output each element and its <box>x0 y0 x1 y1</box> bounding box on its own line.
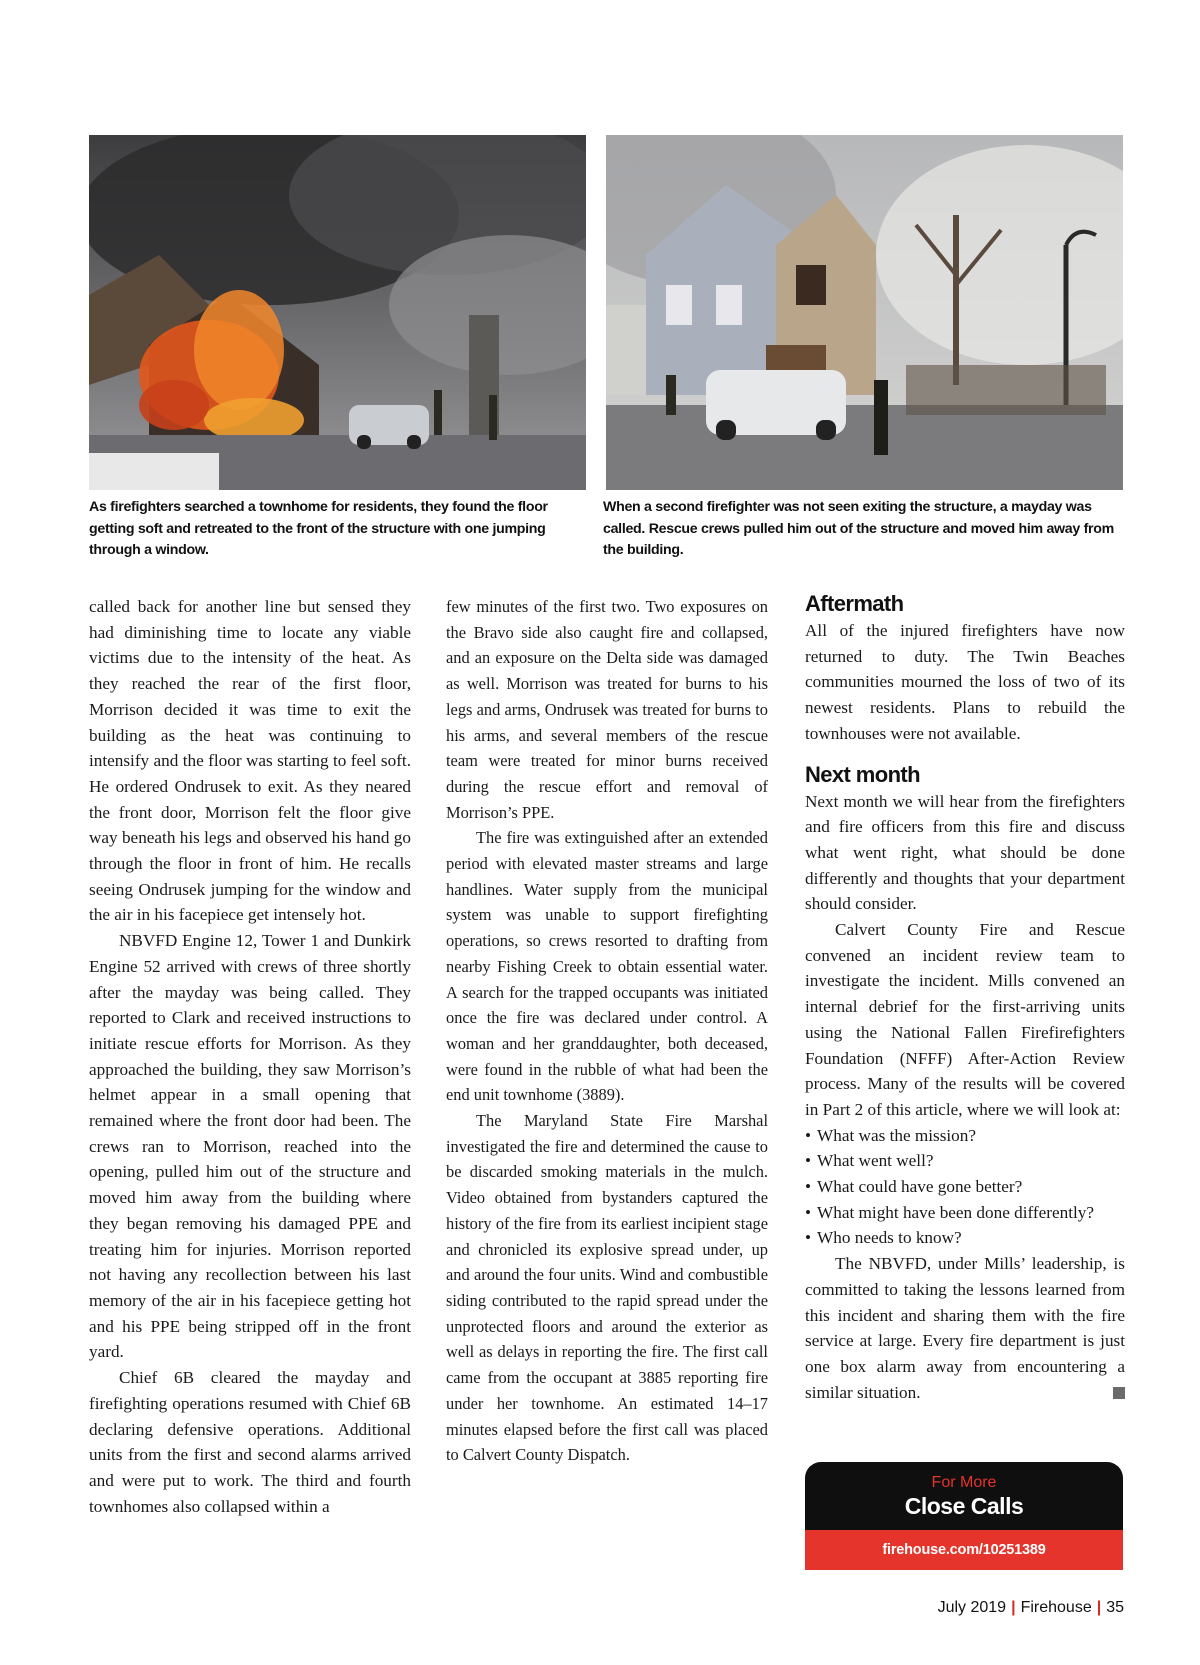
issue-date: July 2019 <box>937 1599 1007 1616</box>
publication-name: Firehouse <box>1020 1599 1092 1616</box>
separator-icon: | <box>1011 1599 1016 1616</box>
firefighters-townhome-photo <box>606 135 1123 490</box>
promo-header <box>805 1462 1123 1530</box>
list-item: • What went well? <box>805 1148 1125 1174</box>
end-mark-icon <box>1113 1387 1125 1399</box>
house-fire-photo <box>89 135 586 490</box>
close-calls-promo[interactable] <box>805 1462 1123 1570</box>
closing-paragraph <box>805 1251 1125 1405</box>
paragraph: few minutes of the first two. Two exposures on the Bravo side also caught fire and collapsed, and an exposure on the Delta side was damaged as well. Morrison was treated for burns to his legs and arms, Ondrusek was treated for burns to his arms, and several members of the rescue team were treated for minor burns received during the rescue effort and removal of Morrison’s PPE. <box>446 597 768 822</box>
article-column-2 <box>446 594 768 1468</box>
promo-title: Close Calls <box>904 1493 1024 1519</box>
photo-caption-left: As firefighters searched a townhome for residents, they found the floor getting soft and retreated to the front of the structure with one jumping through a window. <box>89 499 548 558</box>
list-item: • What could have gone better? <box>805 1174 1125 1200</box>
separator-icon: | <box>1096 1599 1102 1616</box>
townhome-rescue-image <box>606 135 1123 490</box>
page-folio <box>938 1596 1124 1620</box>
review-questions-list <box>805 1123 1125 1252</box>
paragraph: called back for another line but sensed they had diminishing time to locate any viable victims due to the intensity of the heat. As they reached the rear of the first floor, Morrison decided it was time to exit the building as the heat was continuing to intensify and the floor was starting to feel soft. He ordered Ondrusek to exit. As they neared the front door, Morrison felt the floor give way beneath his legs and observed his hand go through the floor in front of him. He recalls seeing Ondrusek jumping for the window and the air in his facepiece get intensely hot. <box>89 597 411 925</box>
list-item: • What might have been done differently? <box>805 1200 1125 1226</box>
paragraph: NBVFD Engine 12, Tower 1 and Dunkirk Engine 52 arrived with crews of three shortly after the mayday was being called. They reported to Clark and received instructions to initiate rescue efforts for Morrison. As they approached the building, they saw Morrison’s helmet appear in a small opening that remained where the front door had been. The crews ran to Morrison, reached into the opening, pulled him out of the structure and moved him away from the building where they began removing his damaged PPE and treating him for injuries. Morrison reported not having any recollection between his last memory of the air in his facepiece getting hot and his PPE being stripped off in the front yard. <box>89 931 411 1362</box>
section-heading-next-month: Next month <box>805 761 921 787</box>
photo-caption-right: When a second firefighter was not seen exiting the structure, a mayday was called. Rescue crews pulled him out of the structure and moved him away from the building. <box>603 499 1114 558</box>
promo-link[interactable]: firehouse.com/10251389 <box>805 1530 1123 1570</box>
paragraph: Chief 6B cleared the mayday and firefighting operations resumed with Chief 6B declaring defensive operations. Additional units from the first and second alarms arrived and were put to work. The third and fourth townhomes also collapsed within a <box>89 1368 411 1516</box>
paragraph: The fire was extinguished after an extended period with elevated master streams and large handlines. Water supply from the municipal system was unable to support firefighting operations, so crews resorted to drafting from nearby Fishing Creek to obtain essential water. A search for the trapped occupants was initiated once the fire was declared under control. A woman and her granddaughter, both deceased, were found in the rubble of what had been the end unit townhome (3889). <box>446 828 768 1105</box>
promo-kicker: For More <box>931 1474 997 1491</box>
paragraph: Calvert County Fire and Rescue convened an incident review team to investigate the incident. Mills convened an internal debrief for the first-arriving units using the National Fallen Firefirefighters Foundation (NFFF) After-Action Review process. Many of the results will be covered in Part 2 of this article, where we will look at: <box>805 920 1125 1119</box>
paragraph: Next month we will hear from the firefighters and fire officers from this fire and discuss what went right, what should be done differently and thoughts that your department should consider. <box>805 791 1125 914</box>
paragraph: The Maryland State Fire Marshal investigated the fire and determined the cause to be discarded smoking materials in the mulch. Video obtained from bystanders captured the history of the fire from its earliest incipient stage and chronicled its explosive spread under, up and around the four units. Wind and combustible siding contributed to the rapid spread under the unprotected floors and around the exterior as well as delays in reporting the fire. The first call came from the occupant at 3885 reporting fire under her townhome. An estimated 14–17 minutes elapsed before the first call was placed to Calvert County Dispatch. <box>446 1111 768 1465</box>
list-item: • Who needs to know? <box>805 1225 1125 1251</box>
article-column-1 <box>89 594 411 1519</box>
paragraph: All of the injured firefighters have now returned to duty. The Twin Beaches communities mourned the loss of two of its newest residents. Plans to rebuild the townhouses were not available. <box>805 621 1125 743</box>
list-item: • What was the mission? <box>805 1123 1125 1149</box>
closing-text: The NBVFD, under Mills’ leadership, is committed to taking the lessons learned from this incident and sharing them with the fire service at large. Every fire department is just one box alarm away from encountering a similar situation. <box>805 1254 1125 1402</box>
section-heading-aftermath: Aftermath <box>805 591 904 616</box>
page-number: 35 <box>1106 1599 1124 1616</box>
article-column-3 <box>805 590 1125 1405</box>
house-fire-image <box>89 135 586 490</box>
